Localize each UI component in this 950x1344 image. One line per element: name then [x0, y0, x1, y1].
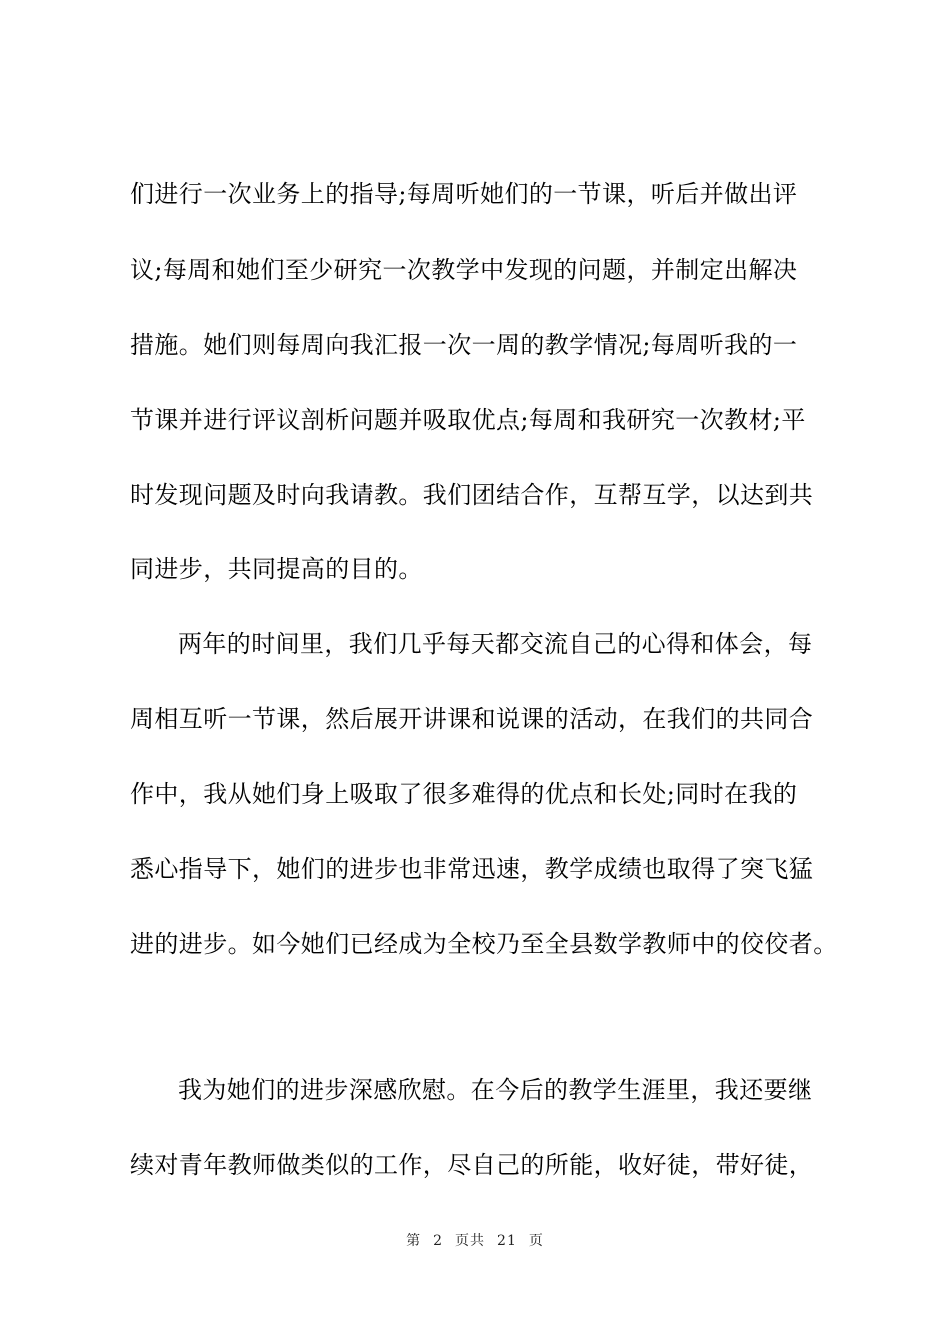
text-line: 节课并进行评议剖析问题并吸取优点;每周和我研究一次教材;平: [130, 406, 806, 434]
paragraph-first-line: 我为她们的进步深感欣慰。在今后的教学生涯里，我还要继: [178, 1076, 813, 1104]
text-line: 悉心指导下，她们的进步也非常迅速，教学成绩也取得了突飞猛: [130, 855, 814, 883]
text-line: 们进行一次业务上的指导;每周听她们的一节课，听后并做出评: [130, 180, 798, 208]
text-line: 同进步，共同提高的目的。: [130, 555, 423, 583]
text-line: 议;每周和她们至少研究一次教学中发现的问题，并制定出解决: [130, 256, 798, 284]
footer-total-label: 页共: [455, 1233, 486, 1249]
text-line: 时发现问题及时向我请教。我们团结合作，互帮互学，以达到共: [130, 481, 814, 509]
page-footer: [0, 1230, 950, 1250]
text-line: 措施。她们则每周向我汇报一次一周的教学情况;每周听我的一: [130, 331, 798, 359]
footer-page-number: 2: [433, 1233, 444, 1249]
footer-page-label: 第: [406, 1233, 422, 1249]
paragraph-first-line: 两年的时间里，我们几乎每天都交流自己的心得和体会，每: [178, 630, 813, 658]
footer-total-pages: 21: [497, 1233, 517, 1249]
text-line: 进的进步。如今她们已经成为全校乃至全县数学教师中的佼佼者。: [130, 930, 838, 958]
text-line: 周相互听一节课，然后展开讲课和说课的活动，在我们的共同合: [130, 705, 814, 733]
text-line: 作中，我从她们身上吸取了很多难得的优点和长处;同时在我的: [130, 780, 798, 808]
text-line: 续对青年教师做类似的工作，尽自己的所能，收好徒，带好徒，: [130, 1151, 814, 1179]
footer-page-suffix: 页: [528, 1233, 544, 1249]
